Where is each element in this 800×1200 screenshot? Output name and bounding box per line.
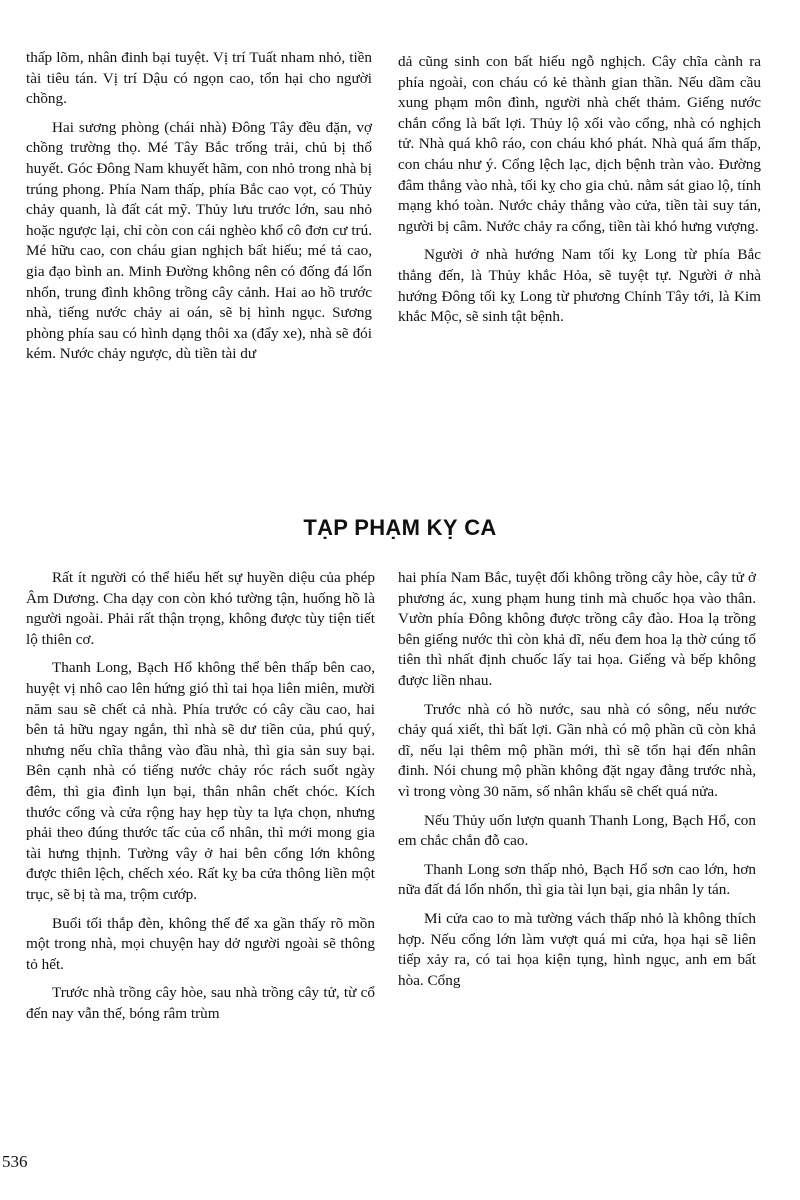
paragraph: Hai sương phòng (chái nhà) Đông Tây đều đặn, vợ chồng trường thọ. Mé Tây Bắc trống trải, chủ bị thổ huyết. Góc Đông Nam khuyết hãm, con nhỏ trong nhà bị trúng phong. Phía Nam thấp, phía Bắc cao vọt, có Thủy chảy quanh, là đất cát mỹ. Thủy lưu trước lớn, sau nhỏ hoặc ngược lại, chỉ còn con cái nghèo khổ cô đơn cư trú. Mé hữu cao, con cháu gian nghịch bất hiếu; mé tả cao, gia đạo bình an. Minh Đường không nên có đống đá lổn nhổn, trung đình không trồng cây cảnh. Hai ao hồ trước nhà, tiếng nước chảy ai oán, sẽ bị hình ngục. Sương phòng phía sau có hình dạng thôi xa (đẩy xe), nhà sẽ đói kém. Nước chảy ngược, dù tiền tài dư: [26, 118, 372, 363]
paragraph: dả cũng sinh con bất hiếu ngỗ nghịch. Cây chĩa cành ra phía ngoài, con cháu có kẻ thành gian thần. Nếu dầm cầu xung phạm môn đình, người nhà chết thảm. Giếng nước chắn cổng là bất lợi. Thủy lộ xối vào cổng, nhà có nghịch tử. Nhà quá khô ráo, con cháu khó phát. Nhà quá ẩm thấp, con cháu như ý. Cổng lệch lạc, dịch bệnh tràn vào. Đường đâm thẳng vào nhà, tối kỵ cho gia chủ. nằm sát giao lộ, tính mạng khó toàn. Nước chảy thẳng vào cửa, tiền tài suy tán, người bị câm. Nước chảy ra cổng, tiền tài khó hưng vượng.: [398, 53, 761, 235]
top-left-column: [26, 48, 372, 373]
bottom-right-column: [398, 568, 756, 999]
paragraph: Người ở nhà hướng Nam tối kỵ Long từ phía Bắc thẳng đến, là Thủy khắc Hỏa, sẽ tuyệt tự. Người ở nhà hướng Đông tối kỵ Long từ phương Chính Tây tới, là Kim khắc Mộc, sẽ sinh tật bệnh.: [398, 246, 761, 326]
paragraph: Mi cửa cao to mà tường vách thấp nhỏ là không thích hợp. Nếu cổng lớn làm vượt quá mi cửa, họa hại sẽ liên tiếp xảy ra, có tai họa kiện tụng, hình ngục, anh em bất hòa. Cổng: [398, 909, 756, 989]
paragraph: Rất ít người có thể hiểu hết sự huyền diệu của phép Âm Dương. Cha dạy con còn khó tường tận, huống hồ là người ngoài. Phải rất thận trọng, không được tùy tiện tiết lộ thiên cơ.: [26, 569, 375, 648]
paragraph: Thanh Long, Bạch Hổ không thể bên thấp bên cao, huyệt vị nhô cao lên hứng gió thì tai họa liên miên, mười năm sau sẽ chết cả nhà. Phía trước có cây cầu cao, hai bên tả hữu ngay ngắn, thì nhà sẽ dư tiền của, phú quý, nhưng nếu chĩa thẳng vào đầu nhà, thì gia sản suy bại. Bên cạnh nhà có tiếng nước chảy róc rách suốt ngày đêm, thì gia đình lụn bại, thân nhân chết chóc. Kích thước cổng và cửa rộng hay hẹp tùy ta lựa chọn, nhưng phải theo đúng thước tấc của cổ nhân, thì mới mong gia tài hưng thịnh. Tường vây ở hai bên cổng lớn không được thiên lệch, chếch xéo. Rất kỵ ba cửa thông liền một trục, sẽ bị tà ma, trộm cướp.: [26, 659, 375, 903]
paragraph: thấp lõm, nhân đinh bại tuyệt. Vị trí Tuất nham nhỏ, tiền tài tiêu tán. Vị trí Dậu có ngọn cao, tổn hại cho người chồng.: [26, 49, 372, 108]
bottom-left-column: [26, 568, 375, 1032]
paragraph: Thanh Long sơn thấp nhỏ, Bạch Hổ sơn cao lớn, hơn nữa đất đá lổn nhổn, thì gia tài lụn bại, gia nhân ly tán.: [398, 860, 756, 899]
paragraph: Buổi tối thắp đèn, không thể để xa gần thấy rõ mồn một trong nhà, mọi chuyện hay dở người ngoài sẽ thông tỏ hết.: [26, 914, 375, 973]
paragraph: Trước nhà trồng cây hòe, sau nhà trồng cây tử, từ cổ đến nay vẫn thế, bóng râm trùm: [26, 984, 375, 1022]
page-number: 536: [2, 1152, 28, 1171]
paragraph: hai phía Nam Bắc, tuyệt đối không trồng cây hòe, cây tử ở phương ác, xung phạm hung tinh mà chuốc họa vào thân. Vườn phía Đông không được trồng cây đào. Hoa lạ trồng bên giếng nước thì còn khả dĩ, nếu đem hoa lạ thờ cúng tổ tiên thì nhất định chuốc lấy tai họa. Giếng và bếp không được liền nhau.: [398, 569, 756, 689]
top-right-column: [398, 52, 761, 336]
section-title: TẠP PHẠM KỴ CA: [303, 515, 497, 540]
paragraph: Nếu Thủy uốn lượn quanh Thanh Long, Bạch Hổ, con em chắc chắn đỗ cao.: [398, 811, 756, 850]
paragraph: Trước nhà có hồ nước, sau nhà có sông, nếu nước chảy quá xiết, thì bất lợi. Gần nhà có mộ phần cũ còn khả dĩ, nếu lại thêm mộ phần mới, thì sẽ tổn hại đến nhân đinh. Nói chung mộ phần không đặt ngay đằng trước nhà, vì trong vòng 30 năm, số nhân khẩu sẽ chết quá nửa.: [398, 700, 756, 800]
